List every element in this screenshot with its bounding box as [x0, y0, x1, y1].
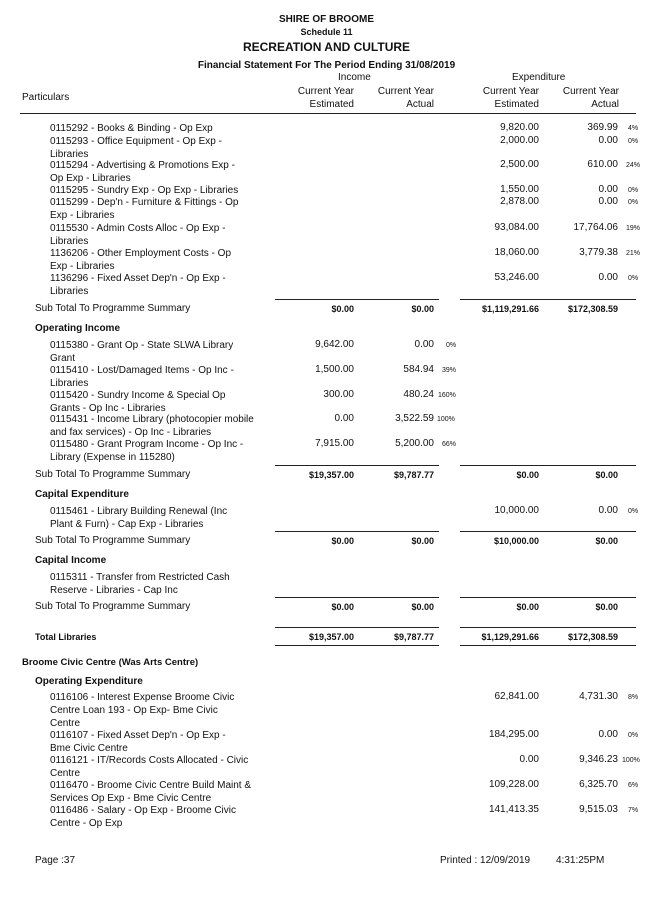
printed-date: Printed : 12/09/2019: [440, 855, 531, 866]
subtotal-exp-actual: $172,308.59: [567, 304, 618, 314]
total-underline: [460, 645, 636, 646]
subtotal-income-estimated: $0.00: [331, 536, 354, 546]
subtotal-rule: [460, 465, 636, 466]
line-item: 0116106 - Interest Expense Broome Civic Centre Loan 193 - Op Exp- Bme Civic Centre: [50, 692, 235, 729]
line-item: 0115480 - Grant Program Income - Op Inc - Library (Expense in 115280): [50, 439, 244, 463]
income-label: Income: [338, 72, 371, 83]
subtotal-income-actual: $0.00: [411, 536, 434, 546]
line-item: 0115530 - Admin Costs Alloc - Op Exp - Libraries: [50, 223, 226, 247]
total-exp-estimated: $1,129,291.66: [481, 632, 539, 642]
exp-estimated: 2,500.00: [500, 159, 539, 170]
subtotal-exp-actual: $0.00: [595, 602, 618, 612]
exp-actual: 3,779.38: [579, 247, 618, 258]
exp-percent: 0%: [628, 199, 639, 206]
income-estimated-header: Current Year Estimated: [297, 86, 354, 110]
exp-actual: 0.00: [598, 135, 618, 146]
inc-actual: 584.94: [403, 364, 434, 375]
exp-actual: 0.00: [598, 729, 618, 740]
expenditure-label: Expenditure: [512, 72, 566, 83]
subtotal-income-actual: $9,787.77: [393, 470, 434, 480]
subtotal-rule: [460, 299, 636, 300]
subtotal-exp-estimated: $1,119,291.66: [481, 304, 539, 314]
page-title: RECREATION AND CULTURE: [242, 40, 411, 54]
exp-estimated: 109,228.00: [488, 779, 539, 790]
exp-estimated: 2,000.00: [500, 135, 539, 146]
line-item: 0115420 - Sundry Income & Special Op Grants - Op Inc - Libraries: [50, 390, 226, 414]
printed-time: 4:31:25PM: [556, 855, 605, 866]
inc-estimated: 300.00: [323, 389, 354, 400]
subtotal-exp-actual: $0.00: [595, 536, 618, 546]
exp-actual: 0.00: [598, 196, 618, 207]
exp-estimated: 9,820.00: [500, 122, 539, 133]
section-heading: Capital Income: [35, 555, 107, 566]
subtotal-label: Sub Total To Programme Summary: [35, 601, 191, 612]
exp-percent: 7%: [628, 807, 639, 814]
line-item: 0116107 - Fixed Asset Dep'n - Op Exp - Bme Civic Centre: [50, 730, 226, 754]
exp-percent: 24%: [626, 162, 641, 169]
exp-estimated: 93,084.00: [494, 222, 539, 233]
header-divider: [20, 113, 636, 114]
line-item: 0115431 - Income Library (photocopier mobile and fax services) - Op Inc - Libraries: [50, 414, 254, 438]
subtotal-rule: [460, 531, 636, 532]
schedule-label: Schedule 11: [300, 27, 353, 37]
line-item: 0115299 - Dep'n - Furniture & Fittings - Op Exp - Libraries: [50, 197, 239, 221]
exp-actual: 17,764.06: [573, 222, 618, 233]
inc-percent: 0%: [446, 342, 457, 349]
exp-percent: 6%: [628, 782, 639, 789]
subtotal-exp-actual: $0.00: [595, 470, 618, 480]
total-rule: [275, 627, 439, 628]
exp-actual: 9,515.03: [579, 804, 618, 815]
subtotal-label: Sub Total To Programme Summary: [35, 535, 191, 546]
section-heading: Operating Expenditure: [35, 676, 143, 687]
total-underline: [275, 645, 439, 646]
inc-actual: 480.24: [403, 389, 434, 400]
expenditure-actual-header: Current Year Actual: [562, 86, 619, 110]
subtotal-income-estimated: $0.00: [331, 602, 354, 612]
line-item: 0116121 - IT/Records Costs Allocated - Civic Centre: [50, 755, 249, 779]
exp-estimated: 53,246.00: [494, 272, 539, 283]
line-item: 0115294 - Advertising & Promotions Exp - Op Exp - Libraries: [50, 160, 235, 184]
exp-actual: 6,325.70: [579, 779, 618, 790]
subtotal-rule: [275, 465, 439, 466]
exp-percent: 0%: [628, 732, 639, 739]
exp-estimated: 141,413.35: [488, 804, 539, 815]
inc-estimated: 0.00: [334, 413, 354, 424]
subtotal-income-actual: $0.00: [411, 304, 434, 314]
particulars-label: Particulars: [22, 92, 70, 103]
line-item: 0115292 - Books & Binding - Op Exp: [50, 123, 213, 134]
exp-actual: 610.00: [587, 159, 618, 170]
line-item: 0115380 - Grant Op - State SLWA Library Grant: [50, 340, 234, 364]
total-income-estimated: $19,357.00: [308, 632, 354, 642]
exp-percent: 0%: [628, 508, 639, 515]
line-item: 0115295 - Sundry Exp - Op Exp - Libraries: [50, 185, 239, 196]
subtotal-income-estimated: $0.00: [331, 304, 354, 314]
exp-actual: 0.00: [598, 272, 618, 283]
inc-percent: 39%: [442, 367, 457, 374]
subtotal-exp-estimated: $0.00: [516, 470, 539, 480]
exp-percent: 0%: [628, 275, 639, 282]
total-income-actual: $9,787.77: [393, 632, 434, 642]
inc-estimated: 9,642.00: [315, 339, 354, 350]
program-heading: Broome Civic Centre (Was Arts Centre): [22, 657, 199, 668]
inc-actual: 5,200.00: [395, 438, 434, 449]
subtotal-exp-estimated: $0.00: [516, 602, 539, 612]
exp-percent: 0%: [628, 187, 639, 194]
line-item: 0116486 - Salary - Op Exp - Broome Civic Centre - Op Exp: [50, 805, 237, 829]
subtotal-exp-estimated: $10,000.00: [493, 536, 539, 546]
income-actual-header: Current Year Actual: [377, 86, 434, 110]
inc-percent: 100%: [437, 416, 455, 423]
inc-percent: 66%: [442, 441, 457, 448]
exp-percent: 0%: [628, 138, 639, 145]
inc-actual: 3,522.59: [395, 413, 434, 424]
line-item: 0115410 - Lost/Damaged Items - Op Inc - Libraries: [50, 365, 234, 389]
page-number: Page :37: [35, 855, 76, 866]
subtotal-rule: [275, 597, 439, 598]
exp-actual: 4,731.30: [579, 691, 618, 702]
inc-actual: 0.00: [414, 339, 434, 350]
exp-percent: 100%: [622, 757, 640, 764]
org-name: SHIRE OF BROOME: [278, 14, 374, 25]
exp-percent: 8%: [628, 694, 639, 701]
exp-actual: 0.00: [598, 505, 618, 516]
line-item: 1136296 - Fixed Asset Dep'n - Op Exp - Libraries: [50, 273, 226, 297]
line-item: 1136206 - Other Employment Costs - Op Exp - Libraries: [50, 248, 232, 272]
section-heading: Capital Expenditure: [35, 489, 129, 500]
subtotal-label: Sub Total To Programme Summary: [35, 303, 191, 314]
exp-estimated: 1,550.00: [500, 184, 539, 195]
exp-actual: 369.99: [587, 122, 618, 133]
expenditure-estimated-header: Current Year Estimated: [482, 86, 539, 110]
exp-estimated: 62,841.00: [494, 691, 539, 702]
line-item: 0115461 - Library Building Renewal (Inc Plant & Furn) - Cap Exp - Libraries: [50, 506, 228, 530]
subtotal-label: Sub Total To Programme Summary: [35, 469, 191, 480]
subtotal-rule: [460, 597, 636, 598]
line-item: 0116470 - Broome Civic Centre Build Maint & Services Op Exp - Bme Civic Centre: [50, 780, 252, 804]
exp-actual: 0.00: [598, 184, 618, 195]
exp-estimated: 10,000.00: [494, 505, 539, 516]
line-item: 0115293 - Office Equipment - Op Exp - Libraries: [50, 136, 222, 160]
inc-estimated: 1,500.00: [315, 364, 354, 375]
inc-estimated: 7,915.00: [315, 438, 354, 449]
total-rule: [460, 627, 636, 628]
line-item: 0115311 - Transfer from Restricted Cash Reserve - Libraries - Cap Inc: [50, 572, 230, 596]
exp-estimated: 0.00: [519, 754, 539, 765]
subtotal-income-actual: $0.00: [411, 602, 434, 612]
subtotal-rule: [275, 299, 439, 300]
subtotal-rule: [275, 531, 439, 532]
exp-estimated: 18,060.00: [494, 247, 539, 258]
exp-actual: 9,346.23: [579, 754, 618, 765]
statement-title: Financial Statement For The Period Ending 31/08/2019: [197, 60, 456, 71]
exp-percent: 21%: [626, 250, 641, 257]
exp-percent: 19%: [626, 225, 641, 232]
section-heading: Operating Income: [35, 323, 121, 334]
inc-percent: 160%: [438, 392, 456, 399]
total-label: Total Libraries: [35, 632, 97, 642]
total-exp-actual: $172,308.59: [567, 632, 618, 642]
exp-percent: 4%: [628, 125, 639, 132]
exp-estimated: 184,295.00: [488, 729, 539, 740]
subtotal-income-estimated: $19,357.00: [308, 470, 354, 480]
exp-estimated: 2,878.00: [500, 196, 539, 207]
